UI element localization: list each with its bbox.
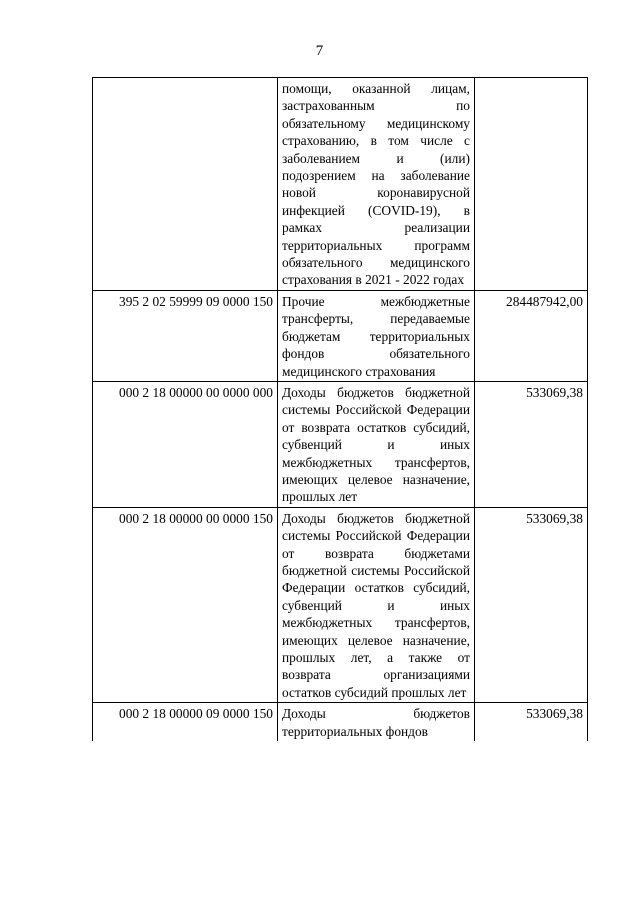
table-row (93, 78, 588, 291)
revenue-name: Прочие межбюджетные трансферты, передаваемые бюджетам территориальных фондов обязательного медицинского страхования (278, 290, 475, 381)
revenue-amount: 533069,38 (475, 381, 588, 507)
table-row (93, 703, 588, 741)
revenue-amount: 533069,38 (475, 507, 588, 702)
page-number: 7 (315, 43, 324, 59)
revenue-name: Доходы бюджетов бюджетной системы Российской Федерации от возврата остатков субсидий, субвенций и иных межбюджетных трансфертов, имеющих целевое назначение, прошлых лет (278, 381, 475, 507)
revenue-code: 000 2 18 00000 09 0000 150 (93, 703, 278, 741)
revenue-amount: 533069,38 (475, 703, 588, 741)
revenue-code: 000 2 18 00000 00 0000 150 (93, 507, 278, 702)
revenue-amount: 284487942,00 (475, 290, 588, 381)
table-row (93, 290, 588, 381)
revenue-name: Доходы бюджетов бюджетной системы Российской Федерации от возврата бюджетами бюджетной системы Российской Федерации остатков субсидий, субвенций и иных межбюджетных трансфертов, имеющих целевое назначение, прошлых лет, а также от возврата организациями остатков субсидий прошлых лет (278, 507, 475, 702)
revenue-code: 395 2 02 59999 09 0000 150 (93, 290, 278, 381)
revenue-code (93, 78, 278, 291)
table-row (93, 507, 588, 702)
revenue-name: помощи, оказанной лицам, застрахованным по обязательному медицинскому страхованию, в том числе с заболеванием и (или) подозрением на заболевание новой коронавирусной инфекцией (COVID-19), в рамках реализации территориальных программ обязательного медицинского страхования в 2021 - 2022 годах (278, 78, 475, 291)
revenue-name: Доходы бюджетов территориальных фондов (278, 703, 475, 741)
revenue-amount (475, 78, 588, 291)
revenue-table (92, 77, 588, 741)
revenue-code: 000 2 18 00000 00 0000 000 (93, 381, 278, 507)
table-row (93, 381, 588, 507)
